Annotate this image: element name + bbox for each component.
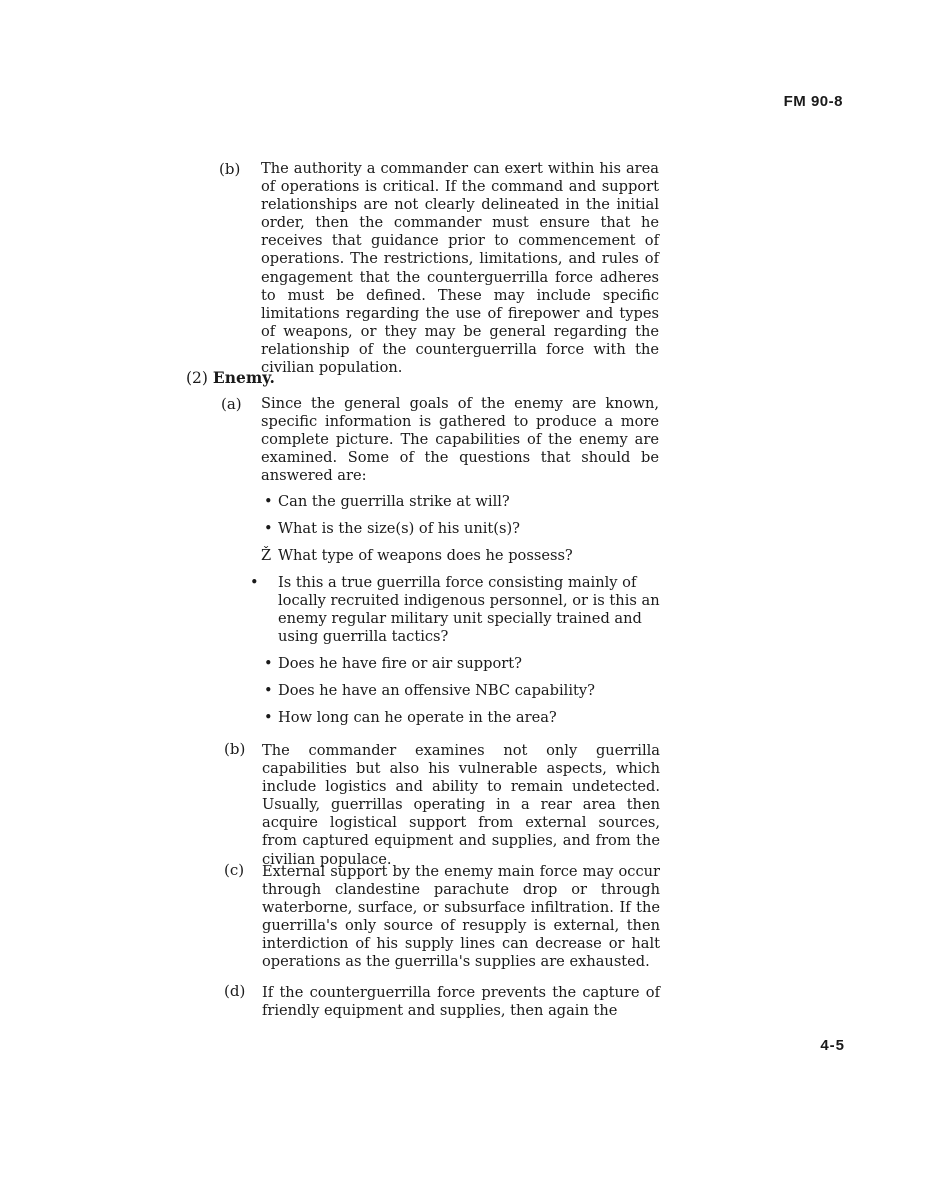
bullet-item: [264, 682, 664, 700]
bullet-item: [264, 493, 664, 511]
para-a-text: Since the general goals of the enemy are known, specific information is gathered to produce a more complete picture. The capabilities of the enemy are examined. Some of the questions that should be answered are:: [261, 395, 659, 485]
section-title: Enemy.: [212, 368, 275, 387]
section-number: (2): [186, 369, 208, 387]
bullet-text: Is this a true guerrilla force consisting mainly of locally recruited indigenous personnel, or is this an enemy regular military unit specially trained and using guerrilla tactics?: [278, 574, 660, 646]
bullet-item: [261, 547, 661, 565]
para-c-text: External support by the enemy main force may occur through clandestine parachute drop or through waterborne, surface, or subsurface infiltration. If the guerrilla's only source of resupply is external, then interdiction of his supply lines can decrease or halt operations as the guerrilla's supplies are exhausted.: [262, 863, 660, 971]
bullet-mark: •: [264, 682, 273, 699]
bullet-mark: Ž: [261, 547, 272, 564]
bullet-mark: •: [264, 493, 273, 510]
bullet-text: Does he have an offensive NBC capability?: [278, 682, 595, 699]
document-id: FM 90-8: [783, 93, 843, 110]
para-c-label: (c): [224, 861, 245, 879]
bullet-item: [264, 520, 664, 538]
para-a-label: (a): [221, 395, 242, 413]
section-heading-enemy: [186, 368, 275, 387]
bullet-mark: •: [250, 574, 259, 591]
para-b1-label: (b): [219, 160, 241, 178]
bullet-item: [264, 709, 664, 727]
para-b2-label: (b): [224, 740, 246, 758]
bullet-mark: •: [264, 709, 273, 726]
bullet-text: Does he have fire or air support?: [278, 655, 522, 672]
page-number: 4-5: [820, 1037, 845, 1054]
bullet-mark: •: [264, 520, 273, 537]
bullet-item: [264, 655, 664, 673]
para-b1-text: The authority a commander can exert within his area of operations is critical. If the command and support relationships are not clearly delineated in the initial order, then the commander must ensure that he receives that guidance prior to commencement of operations. The restrictions, limitations, and rules of engagement that the counterguerrilla force adheres to must be defined. These may include specific limitations regarding the use of firepower and types of weapons, or they may be general regarding the relationship of the counterguerrilla force with the civilian population.: [261, 160, 659, 377]
bullet-text: What is the size(s) of his unit(s)?: [278, 520, 520, 537]
bullet-item: [250, 574, 664, 646]
bullet-text: What type of weapons does he possess?: [278, 547, 573, 564]
para-d-label: (d): [224, 982, 246, 1000]
bullet-text: How long can he operate in the area?: [278, 709, 557, 726]
bullet-text: Can the guerrilla strike at will?: [278, 493, 510, 510]
bullet-mark: •: [264, 655, 273, 672]
para-d-text: If the counterguerrilla force prevents the capture of friendly equipment and supplies, then again the: [262, 984, 660, 1020]
para-b2-text: The commander examines not only guerrilla capabilities but also his vulnerable aspects, which include logistics and ability to remain undetected. Usually, guerrillas operating in a rear area then acquire logistical support from external sources, from captured equipment and supplies, and from the civilian populace.: [262, 742, 660, 868]
